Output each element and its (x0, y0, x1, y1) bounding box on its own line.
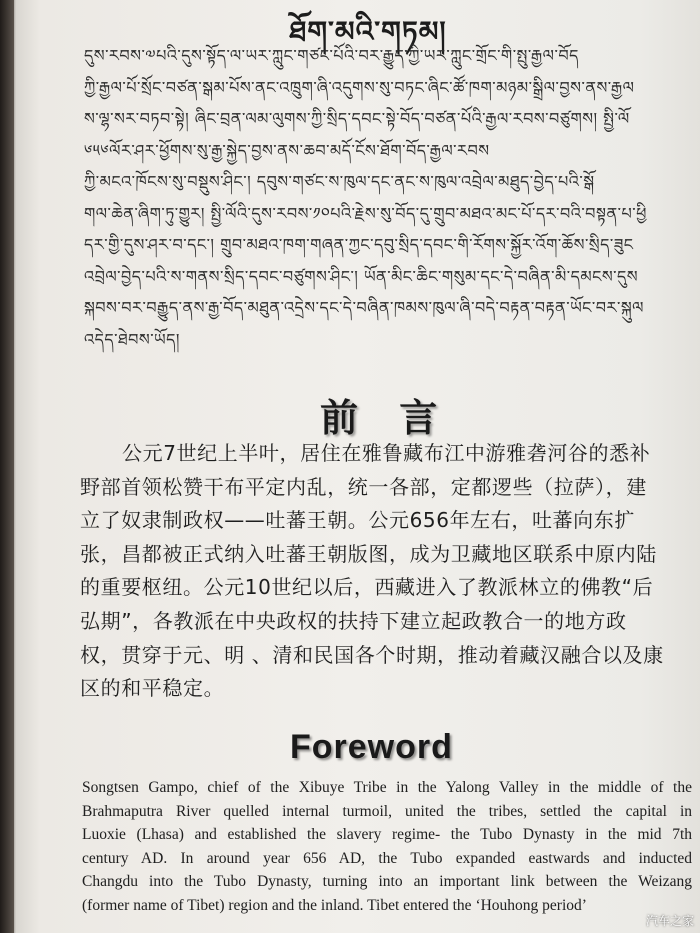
tibetan-line: གལ་ཆེན་ཞིག་ཏུ་གྱུར། སྤྱི་ལོའི་དུས་རབས་༡༠པའི་རྗེས་སུ་བོད་དུ་གྲུབ་མཐའ་མང་པོ་དར་བའི་བསྟན་པ་ཕྱི (84, 203, 647, 223)
chinese-line: 公元7世纪上半叶，居住在雅鲁藏布江中游雅砻河谷的悉补 (122, 441, 651, 465)
english-line: Changdu into the Tubo Dynasty, turning into an important link between the Weizang (82, 873, 692, 891)
chinese-line: 张，昌都被正式纳入吐蕃王朝版图，成为卫藏地区联系中原内陆 (80, 541, 657, 566)
english-line: (former name of Tibet) region and the inland. Tibet entered the ‘Houhong period’ (82, 896, 587, 914)
chinese-paragraph (80, 437, 680, 706)
chinese-line: 野部首领松赞干布平定内乱，统一各部，定都逻些（拉萨），建 (80, 474, 647, 499)
english-line: Brahmaputra River quelled internal turmoil, united the tribes, settled the capital in (82, 802, 692, 820)
english-paragraph (82, 776, 692, 918)
tibetan-paragraph (84, 40, 674, 355)
chinese-line: 的重要枢纽。公元10世纪以后，西藏进入了教派林立的佛教“后 (80, 575, 654, 600)
chinese-line: 权，贯穿于元、明 、清和民国各个时期，推动着藏汉融合以及康 (80, 642, 664, 667)
tibetan-line: ཀྱི་མངའ་ཁོངས་སུ་བསྡུས་ཤིང་། དབུས་གཙང་ས་ཁུལ་དང་ནང་ས་ཁུལ་འབྲེལ་མཐུད་བྱེད་པའི་སྒོ (84, 172, 595, 191)
english-line: Songtsen Gampo, chief of the Xibuye Tribe in the Yalong Valley in the middle of the (82, 779, 692, 796)
chinese-line: 立了奴隶制政权——吐蕃王朝。公元656年左右，吐蕃向东扩 (80, 508, 635, 533)
tibetan-title: ཐོག་མའི་གཏམ། (289, 15, 447, 48)
tibetan-line: དར་གྱི་དུས་ཤར་བ་དང་། གྲུབ་མཐའ་ཁག་གཞན་ཀྱང་དབུ་སྲིད་དབང་གི་རོགས་སྐྱོར་འོག་ཆོས་སྲིད་ཟུང (84, 235, 634, 254)
tibetan-line: ཀྱི་རྒྱལ་པོ་སྲོང་བཙན་སྒམ་པོས་ནང་འཁྲུག་ཞི་འདུགས་སུ་བཏང་ཞིང་ཚོ་ཁག་མཉམ་སྒྲིལ་བྱས་ནས་རྒྱལ (84, 77, 635, 97)
tibetan-line: འདེད་ཐེབས་ཡོད། (84, 329, 180, 349)
chinese-heading: 前 言 (320, 395, 452, 440)
tibetan-line: དུས་རབས་༧པའི་དུས་སྟོད་ལ་ཡར་ཀླུང་གཙང་པོའི་བར་རྒྱུད་ཀྱི་ཡར་ཀླུང་གྲོང་གི་སྤུ་རྒྱལ་བོད (84, 46, 579, 65)
tibetan-line: ༦༥༦ལོར་ཤར་ཕྱོགས་སུ་རྒྱ་སྐྱེད་བྱས་ནས་ཆབ་མདོ་ངོས་ཐོག་བོད་རྒྱལ་རབས (84, 140, 490, 160)
english-line: Luoxie (Lhasa) and established the slavery regime- the Tubo Dynasty in the mid 7th (82, 826, 692, 844)
chinese-line: 弘期”，各教派在中央政权的扶持下建立起政教合一的地方政 (80, 608, 627, 633)
english-line: century AD. In around year 656 AD, the Tubo expanded eastwards and inducted (82, 849, 692, 867)
panel-edge-shadow (0, 0, 14, 933)
watermark: 汽车之家 (645, 914, 694, 928)
english-heading: Foreword (290, 728, 453, 766)
tibetan-line: སྐབས་བར་བརྒྱུད་ནས་རྒྱ་བོད་མཐུན་འདྲེས་དང་དེ་བཞིན་ཁམས་ཁུལ་ཞི་བདེ་བརྟན་བརྟན་ཡོང་བར་སྐུལ (84, 298, 644, 317)
tibetan-line: ས་ལྷ་སར་བཏབ་སྟེ། ཞིང་བྲན་ལམ་ལུགས་ཀྱི་སྲིད་དབང་སྟེ་བོད་བཙན་པོའི་རྒྱལ་རབས་བཙུགས། སྤྱི་ལོ (84, 109, 630, 128)
chinese-line: 区的和平稳定。 (80, 676, 225, 701)
tibetan-line: འབྲེལ་བྱེད་པའི་ས་གནས་སྲིད་དབང་བཙུགས་ཤིང་། ཡོན་མིང་ཆིང་གསུམ་དང་དེ་བཞིན་མི་དམངས་དུས (84, 266, 639, 286)
